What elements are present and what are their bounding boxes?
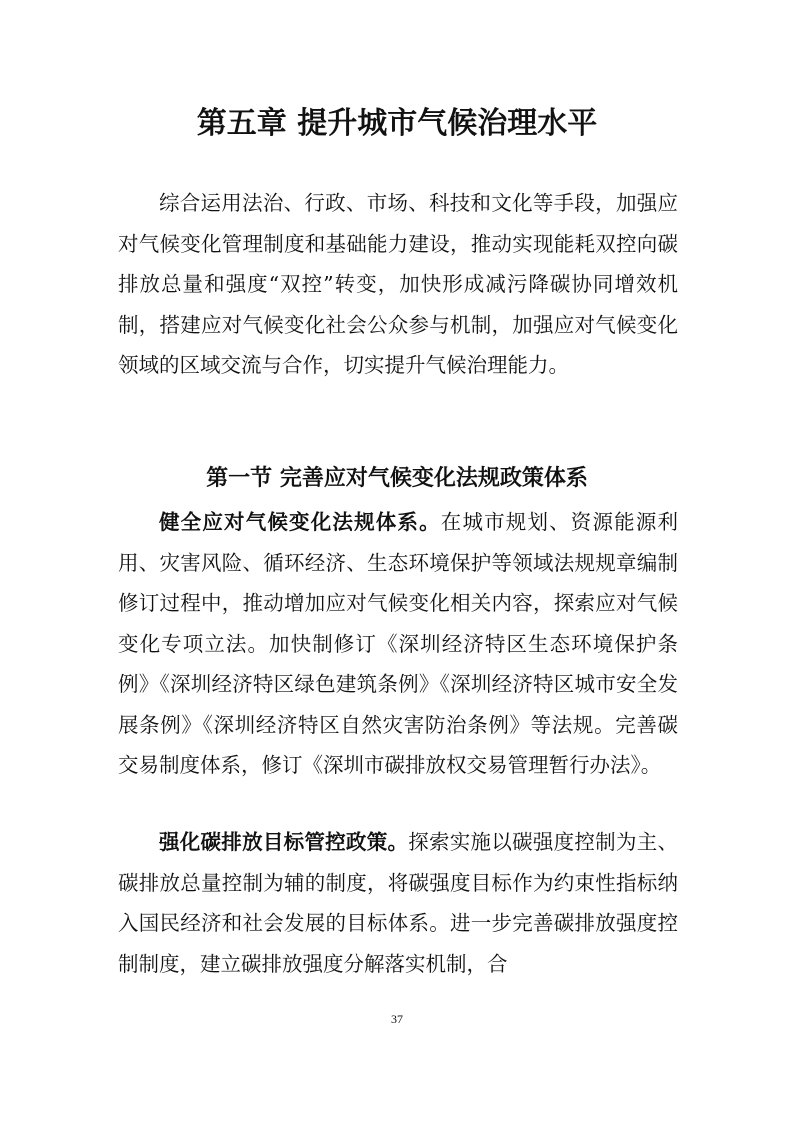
section-title: 第一节 完善应对气候变化法规政策体系	[206, 465, 588, 491]
chapter-intro-paragraph: 综合运用法治、行政、市场、科技和文化等手段，加强应对气候变化管理制度和基础能力建设，推动实现能耗双控向碳排放总量和强度“双控”转变，加快形成减污降碳协同增效机制，搭建应对气候变化社会公众参与机制，加强应对气候变化领域的区域交流与合作，切实提升气候治理能力。	[118, 191, 678, 377]
chapter-title: 第五章 提升城市气候治理水平	[196, 106, 598, 141]
page-number: 37	[391, 1012, 403, 1026]
section-paragraph-1	[118, 502, 678, 786]
paragraph-2-text: 探索实施以碳强度控制为主、碳排放总量控制为辅的制度，将碳强度目标作为约束性指标纳入国民经济和社会发展的目标体系。进一步完善碳排放强度控制制度，建立碳排放强度分解落实机制，合	[118, 830, 678, 976]
section-paragraph-2	[118, 822, 678, 984]
paragraph-1-lead: 健全应对气候变化法规体系。	[159, 510, 441, 534]
paragraph-1-text: 在城市规划、资源能源利用、灾害风险、循环经济、生态环境保护等领域法规规章编制修订过程中，推动增加应对气候变化相关内容，探索应对气候变化专项立法。加快制修订《深圳经济特区生态环境保护条例》《深圳经济特区绿色建筑条例》《深圳经济特区城市安全发展条例》《深圳经济特区自然灾害防治条例》等法规。完善碳交易制度体系，修订《深圳市碳排放权交易管理暂行办法》。	[118, 510, 679, 777]
paragraph-2-lead: 强化碳排放目标管控政策。	[159, 830, 409, 854]
